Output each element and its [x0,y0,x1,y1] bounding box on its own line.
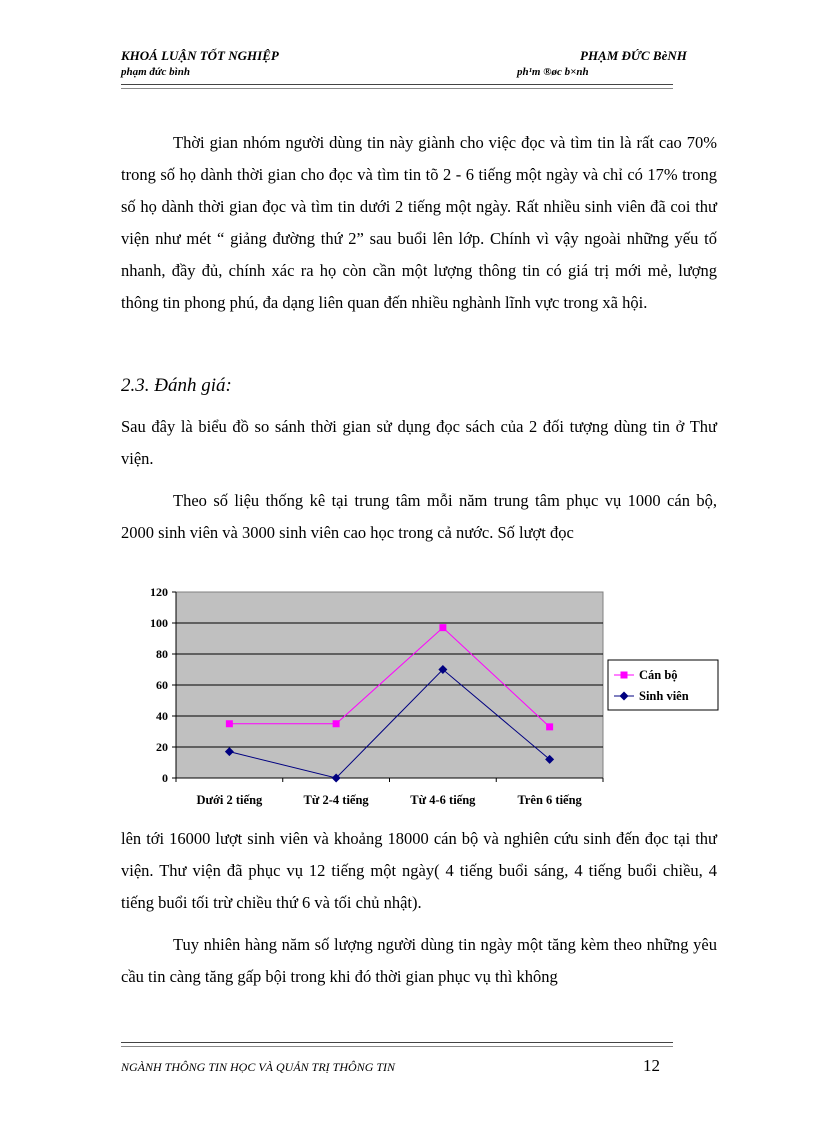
header-left-subtitle: phạm đức bình [121,66,190,78]
legend-label: Sinh viên [639,689,689,703]
header-divider-bottom [121,88,673,89]
y-tick-label: 20 [156,740,168,754]
data-point [333,720,340,727]
header-divider-top [121,84,673,85]
y-tick-label: 100 [150,616,168,630]
paragraph-demand: Tuy nhiên hàng năm số lượng người dùng tin ngày một tăng kèm theo những yêu cầu tin càng tăng gấp bội trong khi đó thời gian phục vụ thì không [121,935,717,986]
y-tick-label: 120 [150,585,168,599]
header-right-subtitle: ph¹m ®øc b×nh [517,66,589,78]
page-number: 12 [643,1056,660,1075]
paragraph-reading-time: Thời gian nhóm người dùng tin này giành cho việc đọc và tìm tin là rất cao 70% trong số họ dành thời gian cho đọc và tìm tin tõ 2 - 6 tiếng một ngày và chỉ có 17% trong số họ dành thời gian đọc và tìm tin dưới 2 tiếng một ngày. Rất nhiều sinh viên đã coi thư viện như mét “ giảng đường thứ 2” sau buổi lên lớp. Chính vì vậy ngoài những yếu tố nhanh, đầy đủ, chính xác ra họ còn cần một lượng thông tin có giá trị mới mẻ, lượng thông tin phong phú, đa dạng liên quan đến nhiều nghành lĩnh vực trong xã hội. [121,133,717,312]
data-point [226,720,233,727]
x-tick-label: Từ 4-6 tiếng [410,793,476,807]
footer-divider-bottom [121,1046,673,1047]
x-tick-label: Từ 2-4 tiếng [303,793,369,807]
data-point [546,723,553,730]
y-tick-label: 40 [156,709,168,723]
data-point [439,624,446,631]
paragraph-statistics: Theo số liệu thống kê tại trung tâm mỗi năm trung tâm phục vụ 1000 cán bộ, 2000 sinh viên và 3000 sinh viên cao học trong cả nước. Số lượt đọc [121,491,717,542]
paragraph-chart-intro: Sau đây là biểu đồ so sánh thời gian sử dụng đọc sách của 2 đối tượng dùng tin ở Thư viện. [121,417,717,468]
y-tick-label: 0 [162,771,168,785]
header-right-title: PHẠM ĐỨC BèNH [580,48,687,63]
reading-time-line-chart [120,578,730,818]
y-tick-label: 80 [156,647,168,661]
x-tick-label: Dưới 2 tiếng [196,793,263,807]
section-heading: 2.3. Đánh giá: [121,375,232,396]
footer-divider-top [121,1042,673,1043]
footer-text: NGÀNH THÔNG TIN HỌC VÀ QUẢN TRỊ THÔNG TIN [121,1060,396,1074]
y-tick-label: 60 [156,678,168,692]
legend-marker [621,672,628,679]
x-tick-label: Trên 6 tiếng [517,793,582,807]
legend-label: Cán bộ [639,668,678,682]
paragraph-visits: lên tới 16000 lượt sinh viên và khoảng 18000 cán bộ và nghiên cứu sinh đến đọc tại thư viện. Thư viện đã phục vụ 12 tiếng một ngày( 4 tiếng buổi sáng, 4 tiếng buổi chiều, 4 tiếng buổi tối trừ chiều thứ 6 và tối chủ nhật). [121,829,717,912]
header-left-title: KHOÁ LUẬN TỐT NGHIỆP [121,48,279,63]
